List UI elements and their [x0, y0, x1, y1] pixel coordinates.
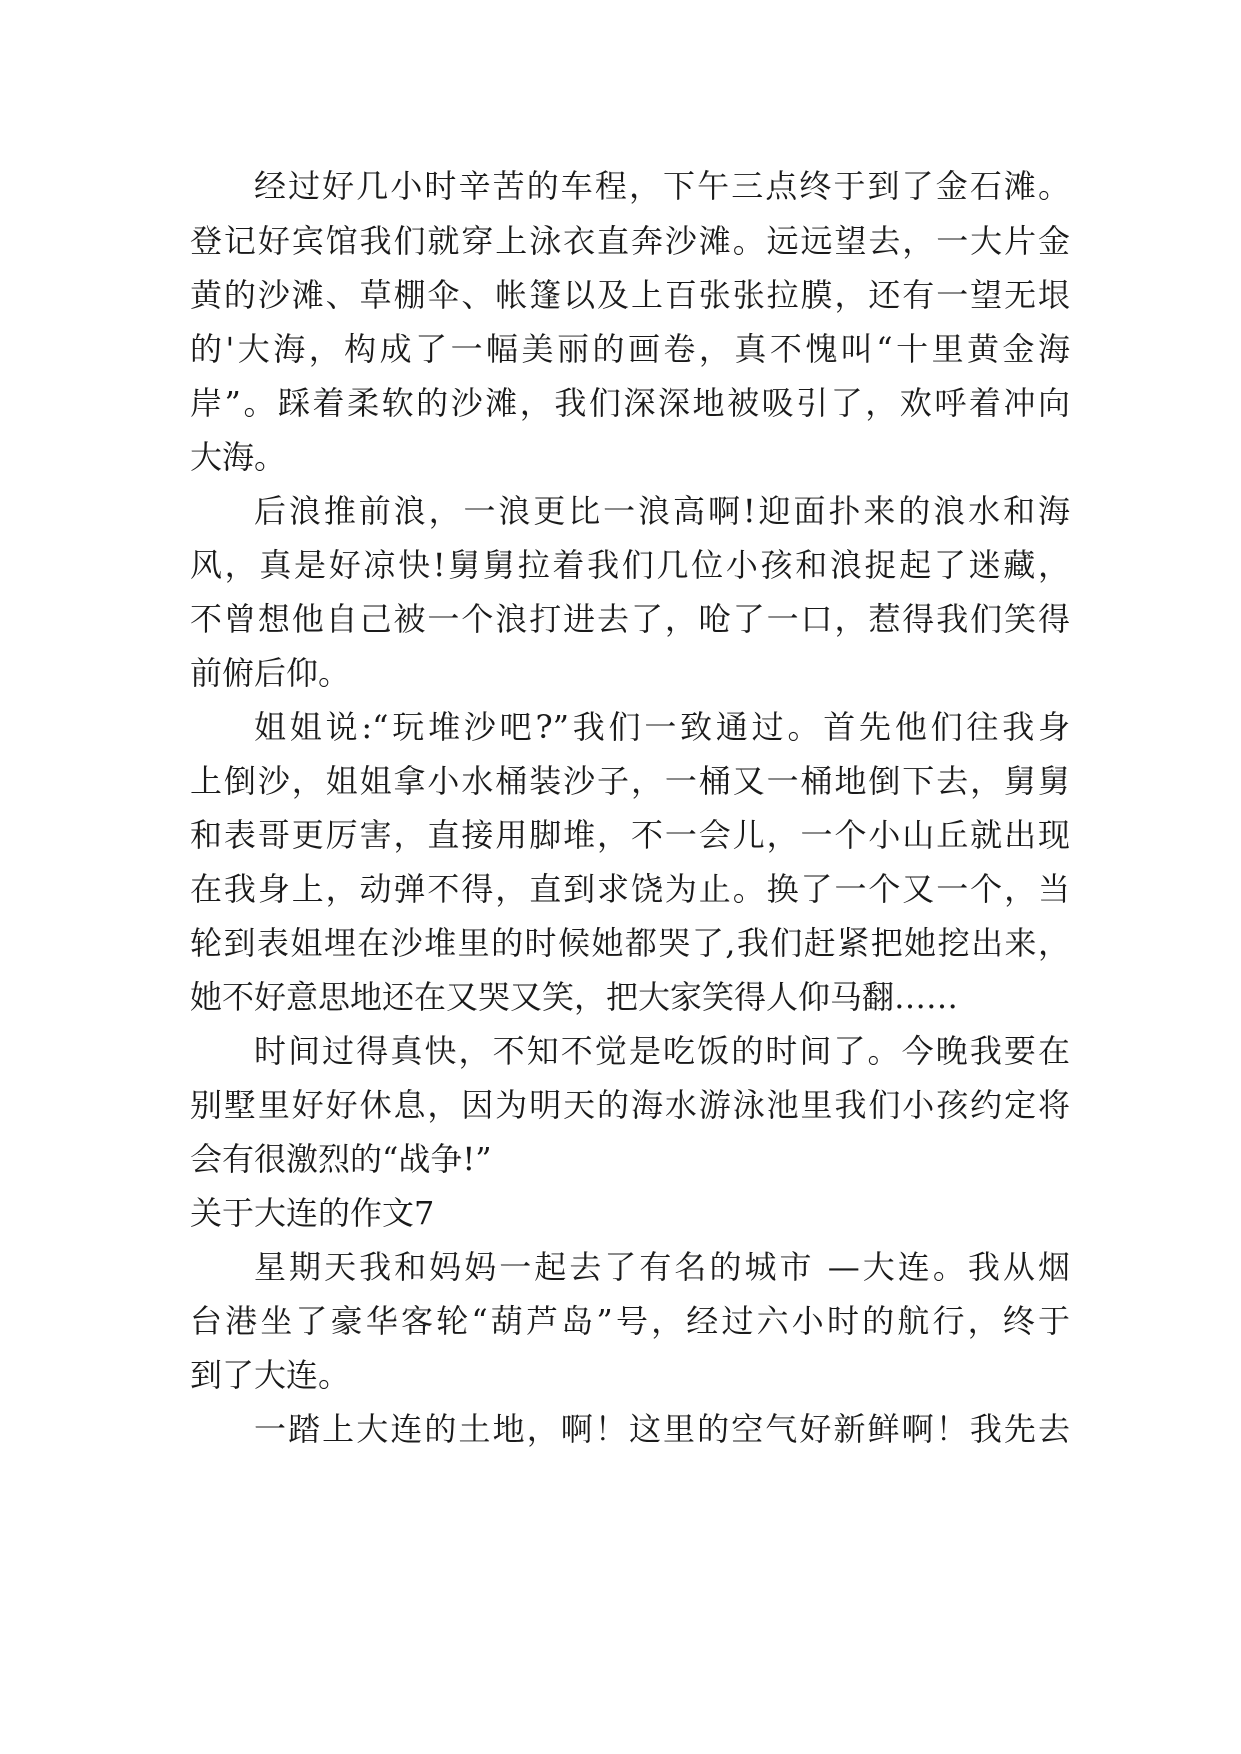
- paragraph-line: 风，真是好凉快!舅舅拉着我们几位小孩和浪捉起了迷藏，: [190, 546, 1070, 584]
- paragraph-line: 她不好意思地还在又哭又笑，把大家笑得人仰马翻……: [190, 978, 959, 1016]
- section-heading: 关于大连的作文7: [190, 1194, 435, 1232]
- paragraph-line: 在我身上，动弹不得，直到求饶为止。换了一个又一个，当: [190, 870, 1070, 908]
- paragraph-line: 前俯后仰。: [190, 654, 351, 692]
- paragraph-line: 后浪推前浪，一浪更比一浪高啊!迎面扑来的浪水和海: [254, 492, 1070, 530]
- paragraph-line: 登记好宾馆我们就穿上泳衣直奔沙滩。远远望去，一大片金: [190, 222, 1070, 260]
- paragraph-line: 黄的沙滩、草棚伞、帐篷以及上百张张拉膜，还有一望无垠: [190, 276, 1070, 314]
- paragraph-line: 姐姐说:“玩堆沙吧?”我们一致通过。首先他们往我身: [254, 708, 1070, 746]
- paragraph-line: 时间过得真快，不知不觉是吃饭的时间了。今晚我要在: [254, 1032, 1070, 1070]
- paragraph-line: 不曾想他自己被一个浪打进去了，呛了一口，惹得我们笑得: [190, 600, 1070, 638]
- paragraph-line: 经过好几小时辛苦的车程，下午三点终于到了金石滩。: [254, 167, 1070, 205]
- paragraph-line: 的'大海，构成了一幅美丽的画卷，真不愧叫“十里黄金海: [190, 330, 1070, 368]
- paragraph-line: 会有很激烈的“战争!”: [190, 1140, 492, 1178]
- paragraph-line: 上倒沙，姐姐拿小水桶装沙子，一桶又一桶地倒下去，舅舅: [190, 762, 1070, 800]
- paragraph-line: 台港坐了豪华客轮“葫芦岛”号，经过六小时的航行，终于: [190, 1302, 1070, 1340]
- paragraph-line: 大海。: [190, 438, 287, 476]
- paragraph-line: 别墅里好好休息，因为明天的海水游泳池里我们小孩约定将: [190, 1086, 1070, 1124]
- paragraph-line: 岸”。踩着柔软的沙滩，我们深深地被吸引了，欢呼着冲向: [190, 384, 1070, 422]
- paragraph-line: 轮到表姐埋在沙堆里的时候她都哭了,我们赶紧把她挖出来，: [190, 924, 1070, 962]
- paragraph-line: 和表哥更厉害，直接用脚堆，不一会儿，一个小山丘就出现: [190, 816, 1070, 854]
- paragraph-line: 一踏上大连的土地，啊！这里的空气好新鲜啊！我先去: [254, 1410, 1070, 1448]
- paragraph-line: 星期天我和妈妈一起去了有名的城市 —大连。我从烟: [254, 1248, 1070, 1286]
- paragraph-line: 到了大连。: [190, 1356, 351, 1394]
